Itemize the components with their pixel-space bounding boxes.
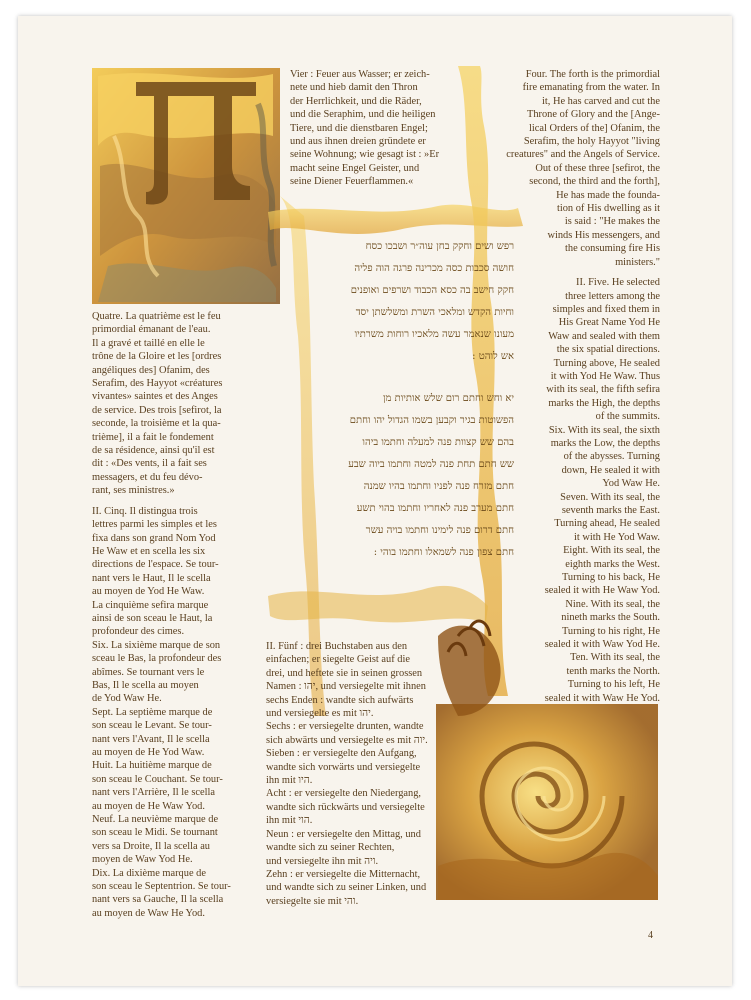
english-line: it, He has carved and cut the	[541, 95, 660, 107]
french-line: Neuf. La neuvième marque de	[92, 814, 219, 826]
english-line: II. Five. He selected	[576, 277, 660, 289]
english-line: ministers."	[615, 256, 660, 268]
english-line: lical Orders of the] Ofanim, the	[529, 122, 660, 134]
french-line: de sa résidence, ainsi qu'il est	[92, 445, 215, 457]
french-line: moyen de Waw Yod He.	[92, 854, 193, 866]
english-line: Yod Waw He.	[602, 478, 660, 490]
english-line: Four. The forth is the primordial	[525, 69, 660, 80]
french-line: trône de la Gloire et les [ordres	[92, 351, 222, 363]
french-line: angéliques des] Ofanim, des	[92, 364, 210, 376]
french-line: dit : «Des vents, il a fait ses	[92, 458, 207, 470]
german-line: drei, und heftete sie in seinen grossen	[266, 667, 423, 679]
french-line: He Waw et en scella les six	[92, 545, 206, 557]
french-line: Bas, Il le scella au moyen	[92, 679, 199, 691]
german-line: und die Seraphim, und die heiligen	[290, 109, 436, 121]
english-line: it with Yod He Waw. Thus	[550, 370, 660, 382]
french-line: nant vers sa Gauche, Il la scella	[92, 894, 224, 906]
german-line: und wandte sich zu seiner Linken, und	[266, 882, 427, 894]
german-line: nete und hieb damit den Thron	[290, 82, 418, 94]
german-line: seine Diener Feuerflammen.«	[290, 176, 414, 188]
english-line: seventh marks the East.	[561, 505, 660, 516]
hebrew-line: רפש ושים וחקק בחן עוה״ר ושבכו כסח	[365, 241, 514, 252]
french-line: seconde, la troisième et la qua-	[92, 418, 221, 430]
german-line: einfachen; er siegelte Geist auf die	[266, 654, 410, 666]
french-line: nant vers l'Avant, Il le scella	[92, 733, 210, 745]
english-line: His Great Name Yod He	[558, 317, 660, 329]
english-line: down, He sealed it with	[561, 464, 660, 476]
english-line: Waw and sealed with them	[548, 330, 660, 342]
french-line: au moyen de Waw He Yod.	[92, 907, 205, 919]
german-line: sich abwärts und versiegelte es mit יוה.	[266, 734, 428, 746]
english-line: tion of His dwelling as it	[556, 203, 660, 215]
hebrew-text-bottom	[270, 388, 514, 564]
hebrew-line: הפשוטות בגיר וקבען בשמו הגדול יהו וחתם	[349, 415, 514, 426]
french-line: au moyen de He Yod Waw.	[92, 747, 205, 758]
english-line: eighth marks the West.	[565, 558, 660, 570]
french-line: au moyen de He Waw Yod.	[92, 800, 205, 812]
english-line: of the summits.	[595, 411, 660, 423]
french-line: Dix. La dixième marque de	[92, 867, 206, 879]
french-line: lettres parmi les simples et les	[92, 519, 217, 531]
english-line: sealed it with Waw He Yod.	[544, 692, 660, 704]
french-line: profondeur des cimes.	[92, 626, 185, 638]
english-line: Eight. With its seal, the	[563, 545, 660, 557]
english-line: the six spatial directions.	[556, 344, 660, 356]
german-line: sechs Enden : wandte sich aufwärts	[266, 694, 414, 706]
german-line: wandte sich zu seiner Rechten,	[266, 842, 395, 854]
french-line: II. Cinq. Il distingua trois	[92, 505, 198, 517]
english-line: Turning to his back, He	[561, 572, 660, 584]
french-line: nant vers l'Arrière, Il le scella	[92, 787, 216, 799]
english-line: the consuming fire His	[565, 243, 660, 255]
hebrew-line: שש חתם תחת פנה למטה וחתמו ביוה שבע	[348, 459, 514, 470]
german-line: Acht : er versiegelte den Niedergang,	[266, 788, 422, 800]
german-line: und aus ihnen dreien gründete er	[290, 136, 426, 148]
french-line: Il a gravé et taillé en elle le	[92, 337, 205, 349]
french-line: Six. La sixième marque de son	[92, 639, 221, 651]
german-line: Sechs : er versiegelte drunten, wandte	[266, 721, 424, 733]
english-line: Turning above, He sealed	[553, 357, 660, 369]
german-line: seine Wohnung; wie gesagt ist : »Er	[290, 149, 440, 161]
hebrew-line: חקק חישב בה כסא הכבוד ושרפים ואופנים	[350, 285, 514, 296]
french-line: La cinquième sefira marque	[92, 599, 209, 611]
english-line: marks the High, the depths	[548, 397, 660, 409]
german-text-top	[290, 68, 456, 189]
english-line: Turning ahead, He sealed	[554, 518, 660, 530]
french-line: son sceau le Midi. Se tournant	[92, 827, 218, 839]
french-line: son sceau le Couchant. Se tour-	[92, 773, 223, 785]
french-line: vers sa Droite, Il la scella au	[92, 840, 211, 852]
french-line: Serafim, des Hayyot «créatures	[92, 378, 223, 390]
english-line: fire emanating from the water. In	[522, 82, 660, 94]
hebrew-line: חושה סכבות כסה מכרינה פרגה הוה פליה	[354, 263, 514, 274]
hebrew-line: חתם צפון פנה לשמאלו וחתמו בוהי :	[373, 547, 514, 558]
english-line: Six. With its seal, the sixth	[548, 424, 660, 436]
english-line: Turning to his right, He	[561, 625, 660, 637]
hebrew-line: וחיות הקדש ומלאכי השרת ומשלשתן יסד	[355, 307, 514, 318]
hebrew-line: אש לוהט :	[472, 351, 514, 362]
german-line: Zehn : er versiegelte die Mitternacht,	[266, 868, 421, 880]
english-line: of the abysses. Turning	[563, 451, 660, 463]
german-line: Namen : יהו, und versiegelte mit ihnen	[266, 681, 426, 693]
french-line: rant, ses ministres.»	[92, 485, 175, 497]
hebrew-line: חתם מערב פנה לאחריו וחתמו בהוי תשע	[356, 503, 514, 514]
illuminated-initial-block	[92, 68, 280, 304]
english-line: marks the Low, the depths	[550, 437, 660, 449]
french-line: vivantes» saintes et des Anges	[92, 391, 218, 403]
english-line: Throne of Glory and the [Ange-	[526, 109, 660, 121]
english-line: Turning to his left, He	[567, 679, 660, 691]
german-line: Tiere, und die dienstbaren Engel;	[290, 122, 428, 134]
french-line: au moyen de Yod He Waw.	[92, 586, 205, 598]
french-line: Huit. La huitième marque de	[92, 760, 212, 772]
english-line: Out of these three [sefirot, the	[535, 162, 660, 174]
german-line: der Herrlichkeit, und die Räder,	[290, 95, 422, 107]
german-line: und versiegelte es mit יהו.	[266, 708, 374, 720]
hebrew-text-top	[270, 236, 514, 368]
french-line: trième], il a fait le fondement	[92, 431, 214, 443]
hebrew-line: מעונו שנאמר עשה מלאכיו רוחות משרתיו	[354, 329, 514, 340]
english-line: second, the third and the forth],	[529, 176, 660, 188]
english-line: tenth marks the North.	[566, 665, 660, 677]
french-line: son sceau le Septentrion. Se tour-	[92, 881, 231, 893]
french-line: fixa dans son grand Nom Yod	[92, 532, 216, 544]
hebrew-line: חתם דרום פנה לימינו וחתמו בויה עשר	[365, 525, 514, 536]
english-line: winds His messengers, and	[547, 229, 660, 241]
english-line: it with He Yod Waw.	[573, 531, 660, 543]
german-line: wandte sich vorwärts und versiegelte	[266, 761, 421, 773]
french-line: directions de l'espace. Se tour-	[92, 559, 219, 571]
english-text-column	[492, 68, 660, 705]
german-line: und versiegelte ihn mit ויה.	[266, 855, 379, 867]
english-line: sealed it with He Waw Yod.	[544, 585, 660, 597]
english-line: Serafim, the holy Hayyot "living	[523, 136, 660, 148]
english-line: Ten. With its seal, the	[570, 652, 660, 664]
french-line: de service. Des trois [sefirot, la	[92, 404, 222, 416]
german-line: ihn mit הוי.	[266, 815, 313, 827]
german-line: macht seine Engel Geister, und	[290, 162, 420, 174]
english-line: He has made the founda-	[556, 189, 660, 201]
english-line: nineth marks the South.	[561, 612, 660, 624]
english-line: sealed it with Waw Yod He.	[544, 639, 660, 651]
english-line: three letters among the	[565, 290, 660, 302]
hebrew-line: יא וחש וחתם רום שלש אותיות מן	[382, 393, 514, 404]
french-text-column	[92, 310, 250, 920]
hebrew-line: בהם שש קצוות פנה למעלה וחתמו ביהו	[362, 437, 514, 448]
french-line: Sept. La septième marque de	[92, 706, 213, 718]
page-number: 4	[648, 930, 653, 941]
german-line: Sieben : er versiegelte den Aufgang,	[266, 748, 417, 760]
german-line: II. Fünf : drei Buchstaben aus den	[266, 641, 408, 652]
french-line: de Yod Waw He.	[92, 693, 162, 705]
english-line: Seven. With its seal, the	[560, 491, 660, 503]
german-line: versiegelte sie mit והי.	[266, 895, 359, 907]
english-line: is said : "He makes the	[564, 216, 660, 228]
german-line: ihn mit היו.	[266, 775, 313, 787]
book-page	[18, 16, 732, 986]
french-line: primordial émanant de l'eau.	[92, 324, 211, 336]
french-line: son sceau le Levant. Se tour-	[92, 720, 212, 732]
hebrew-line: חתם מזרח פנה לפניו וחתמו בהיו שמנה	[363, 481, 514, 492]
french-line: nant vers le Haut, Il le scella	[92, 572, 211, 584]
french-line: ainsi de son sceau le Haut, la	[92, 612, 213, 624]
english-line: with its seal, the fifth sefira	[546, 384, 660, 396]
english-line: creatures" and the Angels of Service.	[506, 149, 660, 161]
english-line: simples and fixed them in	[552, 303, 660, 315]
french-line: Quatre. La quatrième est le feu	[92, 311, 221, 322]
german-line: wandte sich rückwärts und versiegelte	[266, 801, 425, 813]
french-line: messagers, et du feu dévo-	[92, 471, 203, 483]
german-line: Vier : Feuer aus Wasser; er zeich-	[290, 69, 430, 80]
english-line: Nine. With its seal, the	[565, 598, 660, 610]
french-line: abîmes. Se tournant vers le	[92, 666, 205, 678]
french-line: sceau le Bas, la profondeur des	[92, 653, 222, 665]
german-text-bottom	[266, 640, 438, 908]
german-line: Neun : er versiegelte den Mittag, und	[266, 828, 421, 840]
